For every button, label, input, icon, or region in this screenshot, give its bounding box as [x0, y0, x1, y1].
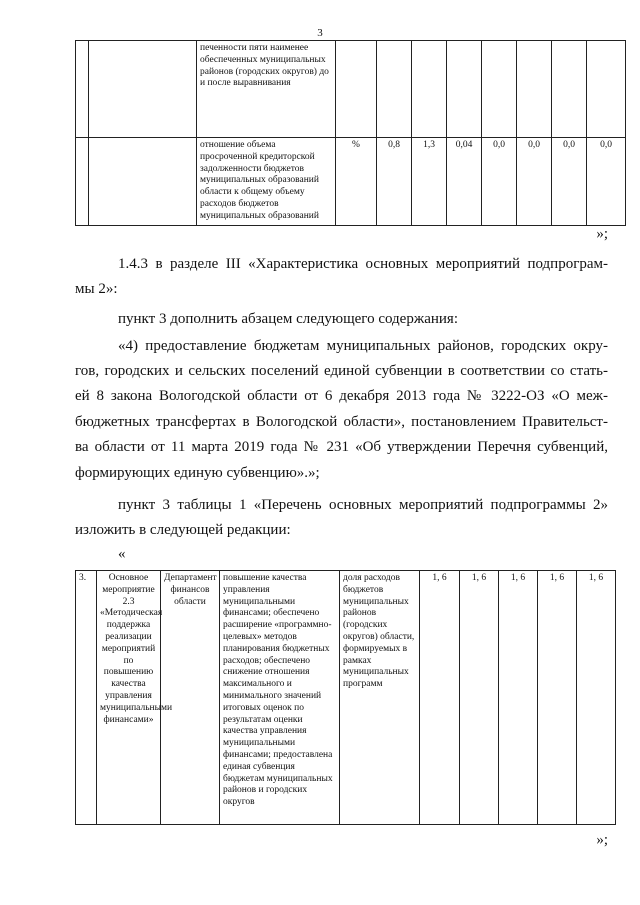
closing-quote: »; [596, 832, 608, 848]
value-cell: 1, 6 [538, 571, 577, 825]
paragraph-line: «4) предоставление бюджетам муниципальных районов, городских окру- [118, 338, 608, 354]
value-cell: 1, 6 [577, 571, 616, 825]
value-cell: 0,0 [587, 138, 626, 226]
value-cell: 0,0 [482, 138, 517, 226]
executor: Департамент финансов области [161, 571, 220, 825]
paragraph-line: мы 2»: [75, 281, 118, 297]
paragraph-line: ва области от 11 марта 2019 года № 231 «Об утверждении Перечня субвенций, [75, 439, 608, 455]
paragraph-line: пункт 3 таблицы 1 «Перечень основных мероприятий подпрограммы 2» [118, 497, 608, 513]
value-cell: 0,0 [552, 138, 587, 226]
paragraph-line: изложить в следующей редакции: [75, 522, 291, 538]
table-row [76, 41, 626, 138]
value-cell: 0,04 [447, 138, 482, 226]
unit-cell: % [336, 138, 377, 226]
paragraph-line: ей 8 закона Вологодской области от 6 декабря 2013 года № 3222-ОЗ «О меж- [75, 388, 608, 404]
value-cell: 1, 6 [460, 571, 499, 825]
opening-quote: « [118, 546, 126, 562]
page-number: 3 [317, 27, 323, 39]
table-row [76, 138, 626, 226]
paragraph-line: пункт 3 дополнить абзацем следующего содержания: [118, 311, 458, 327]
indicator-name: отношение объема просроченной кредиторской задолженности бюджетов муниципальных образований области к общему объему расходов бюджетов муниципальных образований [197, 138, 336, 226]
row-number: 3. [76, 571, 97, 825]
value-cell: 0,8 [377, 138, 412, 226]
measures-table [75, 570, 616, 825]
indicator-link: доля расходов бюджетов муниципальных районов (городских округов) области, формируемых в рамках муниципальных программ [340, 571, 420, 825]
paragraph-line: бюджетных трансфертах в Вологодской области», постановлением Правительст- [75, 414, 608, 430]
value-cell: 0,0 [517, 138, 552, 226]
indicator-name: печенности пяти наименее обеспеченных муниципальных районов (городских округов) до и после выравнивания [197, 41, 336, 138]
table-row [76, 571, 616, 825]
value-cell: 1, 6 [499, 571, 538, 825]
expected-result: повышение качества управления муниципальными финансами; обеспечено расширение «программно-целевых» методов планирования бюджетных расходов; обеспечено снижение отношения максимального и минимального значений итоговых оценок по результатам оценки качества управления муниципальными финансами; предоставлена единая субвенция бюджетам муниципальных районов и городских округов [220, 571, 340, 825]
paragraph-line: гов, городских и сельских поселений единой субвенции в соответствии со стать- [75, 363, 608, 379]
paragraph-line: формирующих единую субвенцию».»; [75, 465, 320, 481]
event-name: Основное мероприятие 2.3 «Методическая поддержка реализации мероприятий по повышению качества управления муниципальными финансами» [97, 571, 161, 825]
value-cell: 1, 6 [420, 571, 460, 825]
closing-quote: »; [596, 226, 608, 242]
value-cell: 1,3 [412, 138, 447, 226]
paragraph-line: 1.4.3 в разделе III «Характеристика основных мероприятий подпрограм- [118, 256, 608, 272]
indicators-table [75, 40, 626, 226]
